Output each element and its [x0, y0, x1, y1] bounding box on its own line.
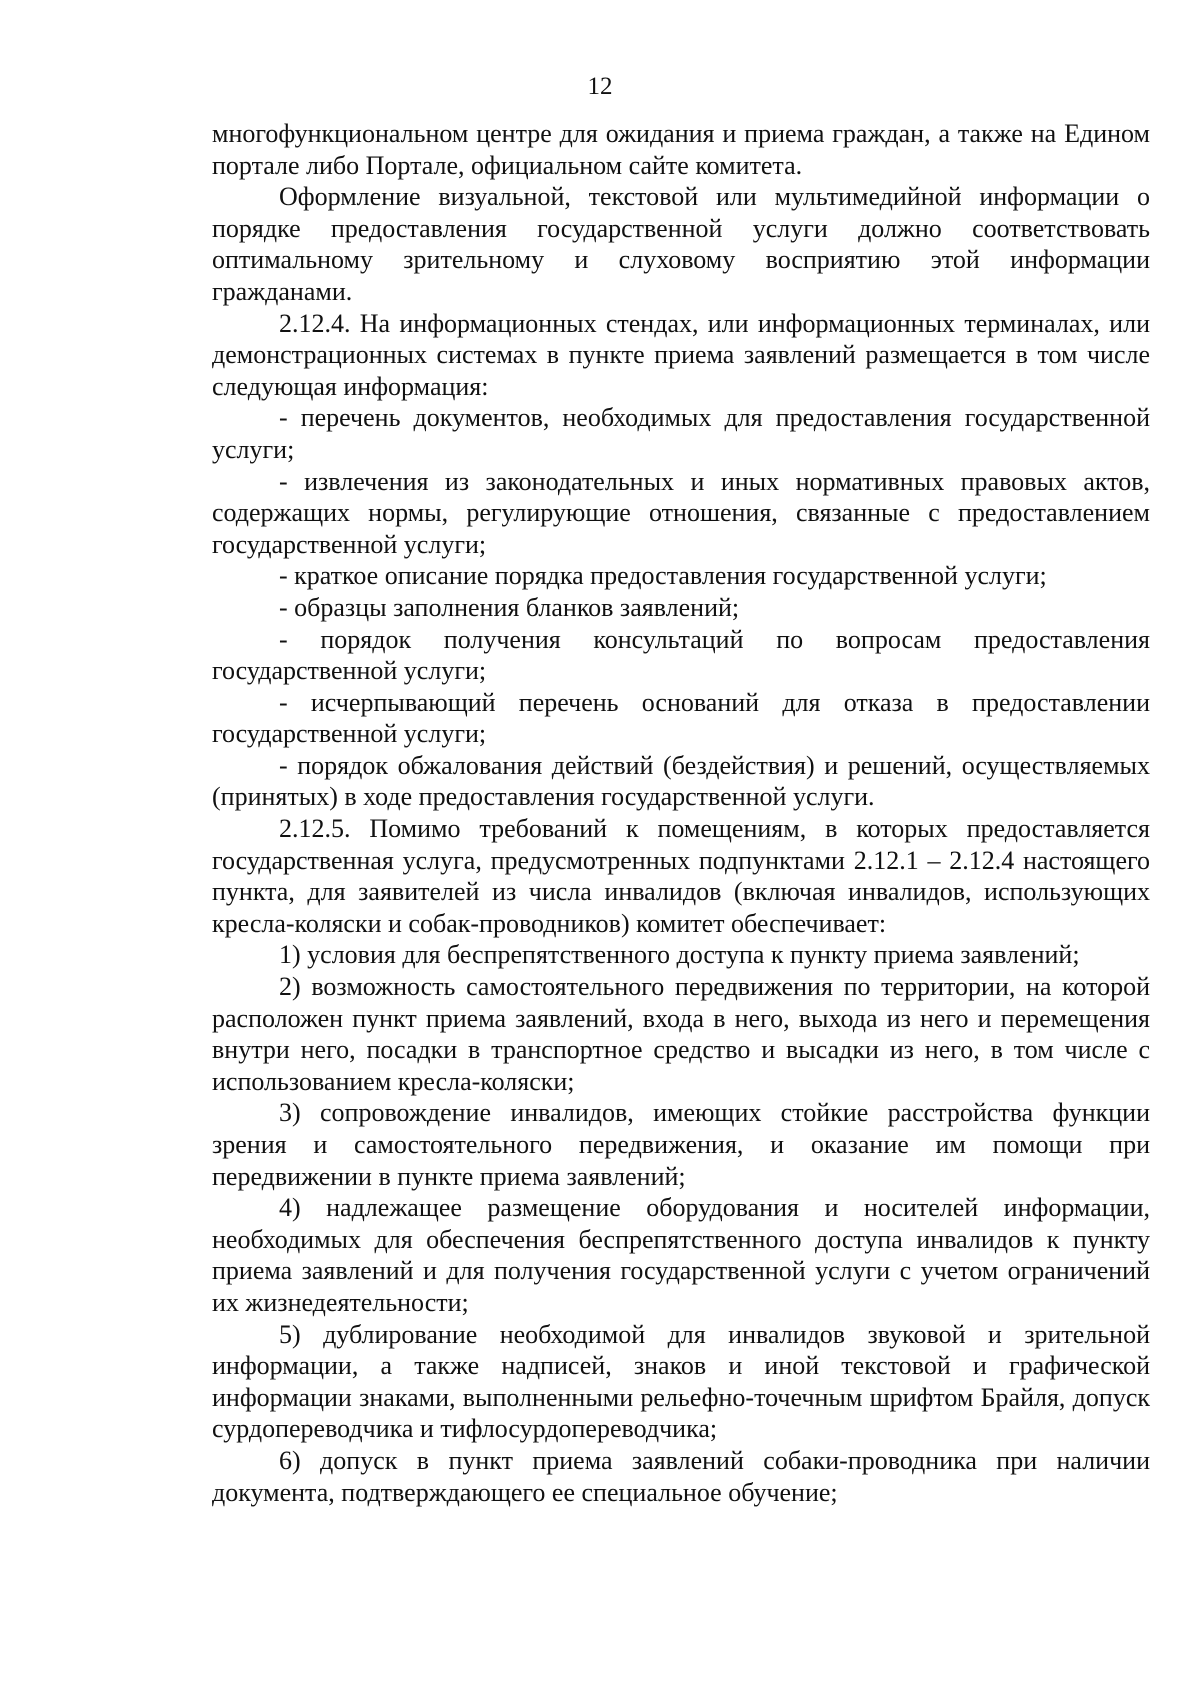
- list-item-form-samples: - образцы заполнения бланков заявлений;: [279, 592, 740, 622]
- list-item-consultations: - порядок получения консультаций по вопросам предоставления государственной услуги;: [212, 624, 1150, 686]
- list-item-refusal-grounds: - исчерпывающий перечень оснований для отказа в предоставлении государственной услуги;: [212, 687, 1150, 749]
- paragraph-info-design: Оформление визуальной, текстовой или мультимедийной информации о порядке предоставления государственной услуги должно соответствовать оптимальному зрительному и слуховому восприятию этой информации гражданами.: [212, 182, 1150, 306]
- list-item-legal-extracts: - извлечения из законодательных и иных нормативных правовых актов, содержащих нормы, регулирующие отношения, связанные с предоставлением государственной услуги;: [212, 466, 1150, 559]
- page-number: 12: [587, 73, 613, 100]
- numbered-item-2: 2) возможность самостоятельного передвижения по территории, на которой расположен пункт приема заявлений, входа в него, выхода из него и перемещения внутри него, посадки в транспортное средство и высадки из него, в том числе с использованием кресла-коляски;: [212, 972, 1150, 1096]
- document-body: [212, 118, 1150, 1508]
- list-item-procedure-summary: - краткое описание порядка предоставления государственной услуги;: [279, 561, 1047, 591]
- list-item-documents: - перечень документов, необходимых для предоставления государственной услуги;: [212, 403, 1150, 464]
- numbered-item-1: 1) условия для беспрепятственного доступа к пункту приема заявлений;: [279, 940, 1080, 970]
- paragraph-continuation: многофункциональном центре для ожидания и приема граждан, а также на Едином портале либо Портале, официальном сайте комитета.: [212, 119, 1150, 180]
- list-item-appeal-procedure: - порядок обжалования действий (бездействия) и решений, осуществляемых (принятых) в ходе предоставления государственной услуги.: [212, 750, 1150, 812]
- numbered-item-5: 5) дублирование необходимой для инвалидов звуковой и зрительной информации, а также надписей, знаков и иной текстовой и графической информации знаками, выполненными рельефно-точечным шрифтом Брайля, допуск сурдопереводчика и тифлосурдопереводчика;: [212, 1319, 1150, 1444]
- numbered-item-3: 3) сопровождение инвалидов, имеющих стойкие расстройства функции зрения и самостоятельного передвижения, и оказание им помощи при передвижении в пункте приема заявлений;: [212, 1098, 1150, 1191]
- paragraph-2-12-5: 2.12.5. Помимо требований к помещениям, в которых предоставляется государственная услуга, предусмотренных подпунктами 2.12.1 – 2.12.4 настоящего пункта, для заявителей из числа инвалидов (включая инвалидов, использующих кресла-коляски и собак-проводников) комитет обеспечивает:: [212, 814, 1150, 938]
- paragraph-2-12-4: 2.12.4. На информационных стендах, или информационных терминалах, или демонстрационных системах в пункте приема заявлений размещается в том числе следующая информация:: [212, 308, 1150, 401]
- numbered-item-4: 4) надлежащее размещение оборудования и носителей информации, необходимых для обеспечения беспрепятственного доступа инвалидов к пункту приема заявлений и для получения государственной услуги с учетом ограничений их жизнедеятельности;: [212, 1193, 1150, 1317]
- numbered-item-6: 6) допуск в пункт приема заявлений собаки-проводника при наличии документа, подтверждающего ее специальное обучение;: [212, 1445, 1150, 1507]
